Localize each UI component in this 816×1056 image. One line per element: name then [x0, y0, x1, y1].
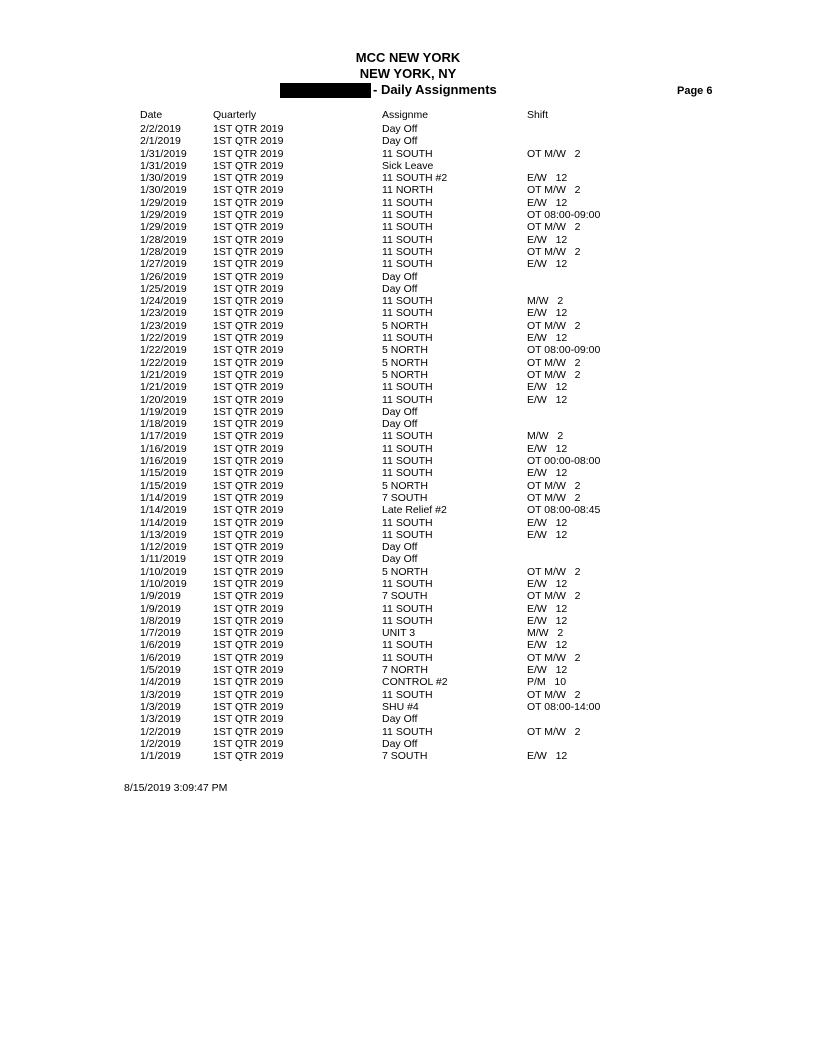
table-row — [0, 295, 816, 307]
column-header-quarterly: Quarterly — [213, 109, 257, 121]
row-quarterly: 1ST QTR 2019 — [213, 614, 284, 627]
row-assignment: 11 SOUTH — [382, 196, 433, 209]
row-date: 1/27/2019 — [140, 258, 187, 271]
row-shift: E/W 12 — [527, 442, 568, 455]
row-date: 1/31/2019 — [140, 147, 187, 160]
facility-location: NEW YORK, NY — [359, 66, 457, 81]
table-row — [0, 553, 816, 565]
table-row — [0, 148, 816, 160]
row-quarterly: 1ST QTR 2019 — [213, 602, 284, 615]
row-quarterly: 1ST QTR 2019 — [213, 295, 284, 308]
table-row — [0, 492, 816, 504]
row-assignment: 11 SOUTH — [382, 233, 433, 246]
table-row — [0, 615, 816, 627]
redaction-block — [280, 83, 371, 98]
row-assignment: 7 SOUTH — [382, 590, 428, 603]
row-assignment: 11 SOUTH — [382, 614, 433, 627]
table-row — [0, 184, 816, 196]
row-date: 1/30/2019 — [140, 172, 187, 185]
table-row — [0, 738, 816, 750]
row-quarterly: 1ST QTR 2019 — [213, 418, 284, 431]
row-shift: E/W 12 — [527, 381, 568, 394]
table-row — [0, 172, 816, 184]
row-date: 1/6/2019 — [140, 651, 181, 664]
row-quarterly: 1ST QTR 2019 — [213, 196, 284, 209]
row-quarterly: 1ST QTR 2019 — [213, 319, 284, 332]
row-quarterly: 1ST QTR 2019 — [213, 209, 284, 222]
column-header-date: Date — [140, 109, 163, 121]
row-quarterly: 1ST QTR 2019 — [213, 258, 284, 271]
row-assignment: UNIT 3 — [382, 627, 416, 640]
table-row — [0, 750, 816, 762]
row-assignment: Day Off — [382, 541, 418, 554]
row-date: 1/31/2019 — [140, 159, 187, 172]
table-row — [0, 246, 816, 258]
table-row — [0, 160, 816, 172]
row-shift: E/W 12 — [527, 196, 568, 209]
row-assignment: 11 SOUTH — [382, 245, 433, 258]
row-assignment: 5 NORTH — [382, 319, 428, 332]
table-row — [0, 676, 816, 688]
row-shift: E/W 12 — [527, 307, 568, 320]
row-date: 1/5/2019 — [140, 664, 181, 677]
row-assignment: 7 SOUTH — [382, 750, 428, 763]
row-quarterly: 1ST QTR 2019 — [213, 147, 284, 160]
table-row — [0, 443, 816, 455]
row-shift: E/W 12 — [527, 602, 568, 615]
row-shift: OT M/W 2 — [527, 221, 581, 234]
row-date: 1/1/2019 — [140, 750, 181, 763]
row-date: 1/16/2019 — [140, 442, 187, 455]
row-quarterly: 1ST QTR 2019 — [213, 737, 284, 750]
row-shift: OT 00:00-08:00 — [527, 455, 601, 468]
row-date: 1/18/2019 — [140, 418, 187, 431]
row-shift: E/W 12 — [527, 750, 568, 763]
row-shift: E/W 12 — [527, 258, 568, 271]
table-row — [0, 590, 816, 602]
row-date: 1/16/2019 — [140, 455, 187, 468]
row-quarterly: 1ST QTR 2019 — [213, 381, 284, 394]
row-quarterly: 1ST QTR 2019 — [213, 577, 284, 590]
row-quarterly: 1ST QTR 2019 — [213, 221, 284, 234]
assignments-table — [0, 123, 816, 762]
row-date: 1/22/2019 — [140, 344, 187, 357]
row-assignment: 11 SOUTH — [382, 295, 433, 308]
row-assignment: 5 NORTH — [382, 565, 428, 578]
table-row — [0, 357, 816, 369]
row-shift: OT 08:00-08:45 — [527, 504, 601, 517]
row-assignment: Day Off — [382, 405, 418, 418]
row-quarterly: 1ST QTR 2019 — [213, 590, 284, 603]
report-title: - Daily Assignments — [373, 82, 497, 97]
table-row — [0, 529, 816, 541]
row-date: 1/8/2019 — [140, 614, 181, 627]
row-shift: E/W 12 — [527, 332, 568, 345]
row-quarterly: 1ST QTR 2019 — [213, 700, 284, 713]
table-row — [0, 455, 816, 467]
row-quarterly: 1ST QTR 2019 — [213, 307, 284, 320]
table-row — [0, 504, 816, 516]
table-row — [0, 467, 816, 479]
row-date: 1/15/2019 — [140, 479, 187, 492]
table-row — [0, 689, 816, 701]
row-date: 1/12/2019 — [140, 541, 187, 554]
row-quarterly: 1ST QTR 2019 — [213, 270, 284, 283]
row-assignment: Day Off — [382, 135, 418, 148]
row-quarterly: 1ST QTR 2019 — [213, 344, 284, 357]
table-row — [0, 701, 816, 713]
table-row — [0, 332, 816, 344]
title-row — [0, 82, 816, 98]
row-shift: E/W 12 — [527, 528, 568, 541]
row-quarterly: 1ST QTR 2019 — [213, 455, 284, 468]
table-row — [0, 418, 816, 430]
row-assignment: 11 SOUTH — [382, 467, 433, 480]
row-quarterly: 1ST QTR 2019 — [213, 627, 284, 640]
row-date: 1/23/2019 — [140, 307, 187, 320]
row-assignment: 11 SOUTH — [382, 639, 433, 652]
row-shift: OT M/W 2 — [527, 590, 581, 603]
row-quarterly: 1ST QTR 2019 — [213, 282, 284, 295]
row-shift: OT M/W 2 — [527, 356, 581, 369]
row-assignment: 11 SOUTH — [382, 381, 433, 394]
row-quarterly: 1ST QTR 2019 — [213, 491, 284, 504]
row-date: 1/15/2019 — [140, 467, 187, 480]
row-date: 1/13/2019 — [140, 528, 187, 541]
row-date: 1/7/2019 — [140, 627, 181, 640]
row-date: 2/2/2019 — [140, 123, 181, 135]
row-assignment: 11 SOUTH — [382, 430, 433, 443]
row-shift: E/W 12 — [527, 577, 568, 590]
row-quarterly: 1ST QTR 2019 — [213, 393, 284, 406]
table-row — [0, 566, 816, 578]
row-assignment: Sick Leave — [382, 159, 434, 172]
table-row — [0, 541, 816, 553]
row-shift: OT M/W 2 — [527, 147, 581, 160]
row-assignment: 11 SOUTH — [382, 209, 433, 222]
table-row — [0, 406, 816, 418]
row-date: 1/28/2019 — [140, 233, 187, 246]
row-shift: M/W 2 — [527, 627, 564, 640]
row-date: 1/3/2019 — [140, 700, 181, 713]
row-assignment: 11 SOUTH — [382, 221, 433, 234]
row-shift: OT M/W 2 — [527, 184, 581, 197]
row-date: 1/22/2019 — [140, 356, 187, 369]
row-date: 1/26/2019 — [140, 270, 187, 283]
row-quarterly: 1ST QTR 2019 — [213, 725, 284, 738]
page-number: Page 6 — [677, 85, 713, 97]
row-shift: OT M/W 2 — [527, 651, 581, 664]
row-date: 1/24/2019 — [140, 295, 187, 308]
row-assignment: 7 SOUTH — [382, 491, 428, 504]
row-shift: OT M/W 2 — [527, 368, 581, 381]
row-date: 1/22/2019 — [140, 332, 187, 345]
row-date: 1/3/2019 — [140, 688, 181, 701]
row-date: 1/19/2019 — [140, 405, 187, 418]
row-quarterly: 1ST QTR 2019 — [213, 442, 284, 455]
row-assignment: SHU #4 — [382, 700, 419, 713]
row-date: 1/10/2019 — [140, 565, 187, 578]
table-row — [0, 480, 816, 492]
row-assignment: 11 SOUTH — [382, 258, 433, 271]
row-date: 1/25/2019 — [140, 282, 187, 295]
facility-name: MCC NEW YORK — [355, 50, 461, 65]
row-shift: OT M/W 2 — [527, 565, 581, 578]
row-quarterly: 1ST QTR 2019 — [213, 467, 284, 480]
table-row — [0, 258, 816, 270]
row-date: 1/14/2019 — [140, 516, 187, 529]
row-assignment: Day Off — [382, 123, 418, 135]
row-assignment: 11 SOUTH — [382, 393, 433, 406]
row-shift: OT 08:00-14:00 — [527, 700, 601, 713]
row-quarterly: 1ST QTR 2019 — [213, 430, 284, 443]
row-assignment: 11 NORTH — [382, 184, 433, 197]
row-quarterly: 1ST QTR 2019 — [213, 553, 284, 566]
table-row — [0, 135, 816, 147]
row-date: 1/10/2019 — [140, 577, 187, 590]
row-quarterly: 1ST QTR 2019 — [213, 516, 284, 529]
row-assignment: 5 NORTH — [382, 479, 428, 492]
row-date: 1/4/2019 — [140, 676, 181, 689]
row-date: 1/9/2019 — [140, 590, 181, 603]
row-date: 2/1/2019 — [140, 135, 181, 148]
row-quarterly: 1ST QTR 2019 — [213, 135, 284, 148]
row-shift: OT M/W 2 — [527, 479, 581, 492]
row-shift: E/W 12 — [527, 614, 568, 627]
row-shift: OT M/W 2 — [527, 319, 581, 332]
table-row — [0, 344, 816, 356]
row-assignment: 11 SOUTH — [382, 688, 433, 701]
row-shift: OT M/W 2 — [527, 725, 581, 738]
row-date: 1/23/2019 — [140, 319, 187, 332]
row-date: 1/11/2019 — [140, 553, 186, 566]
row-shift: E/W 12 — [527, 467, 568, 480]
row-quarterly: 1ST QTR 2019 — [213, 664, 284, 677]
row-shift: OT M/W 2 — [527, 491, 581, 504]
row-quarterly: 1ST QTR 2019 — [213, 713, 284, 726]
row-shift: OT M/W 2 — [527, 245, 581, 258]
row-shift: E/W 12 — [527, 393, 568, 406]
row-quarterly: 1ST QTR 2019 — [213, 233, 284, 246]
row-date: 1/29/2019 — [140, 221, 187, 234]
row-shift: OT 08:00-09:00 — [527, 344, 601, 357]
row-assignment: 11 SOUTH — [382, 577, 433, 590]
table-row — [0, 603, 816, 615]
row-assignment: 5 NORTH — [382, 344, 428, 357]
row-date: 1/2/2019 — [140, 725, 181, 738]
row-date: 1/30/2019 — [140, 184, 187, 197]
row-assignment: 11 SOUTH — [382, 307, 433, 320]
row-quarterly: 1ST QTR 2019 — [213, 541, 284, 554]
row-date: 1/17/2019 — [140, 430, 187, 443]
row-assignment: Late Relief #2 — [382, 504, 447, 517]
table-row — [0, 517, 816, 529]
row-quarterly: 1ST QTR 2019 — [213, 750, 284, 763]
table-row — [0, 430, 816, 442]
row-assignment: Day Off — [382, 713, 418, 726]
row-assignment: Day Off — [382, 418, 418, 431]
row-shift: P/M 10 — [527, 676, 567, 689]
row-date: 1/3/2019 — [140, 713, 181, 726]
row-date: 1/20/2019 — [140, 393, 187, 406]
row-quarterly: 1ST QTR 2019 — [213, 651, 284, 664]
row-assignment: CONTROL #2 — [382, 676, 448, 689]
row-date: 1/21/2019 — [140, 381, 187, 394]
table-row — [0, 221, 816, 233]
row-shift: M/W 2 — [527, 430, 564, 443]
table-row — [0, 123, 816, 135]
row-date: 1/14/2019 — [140, 491, 187, 504]
row-date: 1/14/2019 — [140, 504, 187, 517]
row-quarterly: 1ST QTR 2019 — [213, 172, 284, 185]
row-assignment: 11 SOUTH — [382, 725, 433, 738]
row-assignment: 11 SOUTH — [382, 147, 433, 160]
row-assignment: 11 SOUTH #2 — [382, 172, 448, 185]
table-row — [0, 369, 816, 381]
table-row — [0, 234, 816, 246]
column-header-shift: Shift — [527, 109, 549, 121]
row-assignment: Day Off — [382, 282, 418, 295]
print-timestamp: 8/15/2019 3:09:47 PM — [124, 782, 228, 794]
row-date: 1/9/2019 — [140, 602, 181, 615]
row-quarterly: 1ST QTR 2019 — [213, 184, 284, 197]
row-assignment: 11 SOUTH — [382, 651, 433, 664]
table-row — [0, 381, 816, 393]
table-row — [0, 726, 816, 738]
row-quarterly: 1ST QTR 2019 — [213, 405, 284, 418]
row-date: 1/6/2019 — [140, 639, 181, 652]
row-quarterly: 1ST QTR 2019 — [213, 676, 284, 689]
table-row — [0, 664, 816, 676]
table-row — [0, 713, 816, 725]
table-row — [0, 320, 816, 332]
table-row — [0, 209, 816, 221]
row-quarterly: 1ST QTR 2019 — [213, 528, 284, 541]
column-headers — [0, 108, 816, 122]
table-row — [0, 627, 816, 639]
row-quarterly: 1ST QTR 2019 — [213, 356, 284, 369]
row-assignment: 11 SOUTH — [382, 442, 433, 455]
row-quarterly: 1ST QTR 2019 — [213, 159, 284, 172]
row-date: 1/2/2019 — [140, 737, 181, 750]
row-shift: OT 08:00-09:00 — [527, 209, 601, 222]
row-assignment: 5 NORTH — [382, 368, 428, 381]
row-shift: E/W 12 — [527, 516, 568, 529]
row-assignment: Day Off — [382, 553, 418, 566]
row-shift: E/W 12 — [527, 172, 568, 185]
row-assignment: 7 NORTH — [382, 664, 428, 677]
table-row — [0, 307, 816, 319]
row-assignment: 11 SOUTH — [382, 455, 433, 468]
row-shift: E/W 12 — [527, 664, 568, 677]
table-row — [0, 283, 816, 295]
row-quarterly: 1ST QTR 2019 — [213, 368, 284, 381]
table-row — [0, 652, 816, 664]
row-quarterly: 1ST QTR 2019 — [213, 639, 284, 652]
row-date: 1/29/2019 — [140, 209, 187, 222]
row-shift: M/W 2 — [527, 295, 564, 308]
row-assignment: Day Off — [382, 737, 418, 750]
row-assignment: 5 NORTH — [382, 356, 428, 369]
row-assignment: 11 SOUTH — [382, 602, 433, 615]
table-row — [0, 394, 816, 406]
row-assignment: 11 SOUTH — [382, 516, 433, 529]
row-quarterly: 1ST QTR 2019 — [213, 332, 284, 345]
row-quarterly: 1ST QTR 2019 — [213, 479, 284, 492]
row-assignment: 11 SOUTH — [382, 528, 433, 541]
row-shift: E/W 12 — [527, 639, 568, 652]
row-assignment: 11 SOUTH — [382, 332, 433, 345]
row-quarterly: 1ST QTR 2019 — [213, 245, 284, 258]
row-shift: OT M/W 2 — [527, 688, 581, 701]
table-row — [0, 271, 816, 283]
row-date: 1/29/2019 — [140, 196, 187, 209]
table-row — [0, 639, 816, 651]
table-row — [0, 578, 816, 590]
row-assignment: Day Off — [382, 270, 418, 283]
table-row — [0, 197, 816, 209]
report-header — [0, 50, 816, 82]
row-shift: E/W 12 — [527, 233, 568, 246]
row-quarterly: 1ST QTR 2019 — [213, 123, 284, 135]
column-header-assignment: Assignme — [382, 109, 429, 121]
row-date: 1/21/2019 — [140, 368, 187, 381]
row-quarterly: 1ST QTR 2019 — [213, 688, 284, 701]
row-quarterly: 1ST QTR 2019 — [213, 565, 284, 578]
row-quarterly: 1ST QTR 2019 — [213, 504, 284, 517]
row-date: 1/28/2019 — [140, 245, 187, 258]
